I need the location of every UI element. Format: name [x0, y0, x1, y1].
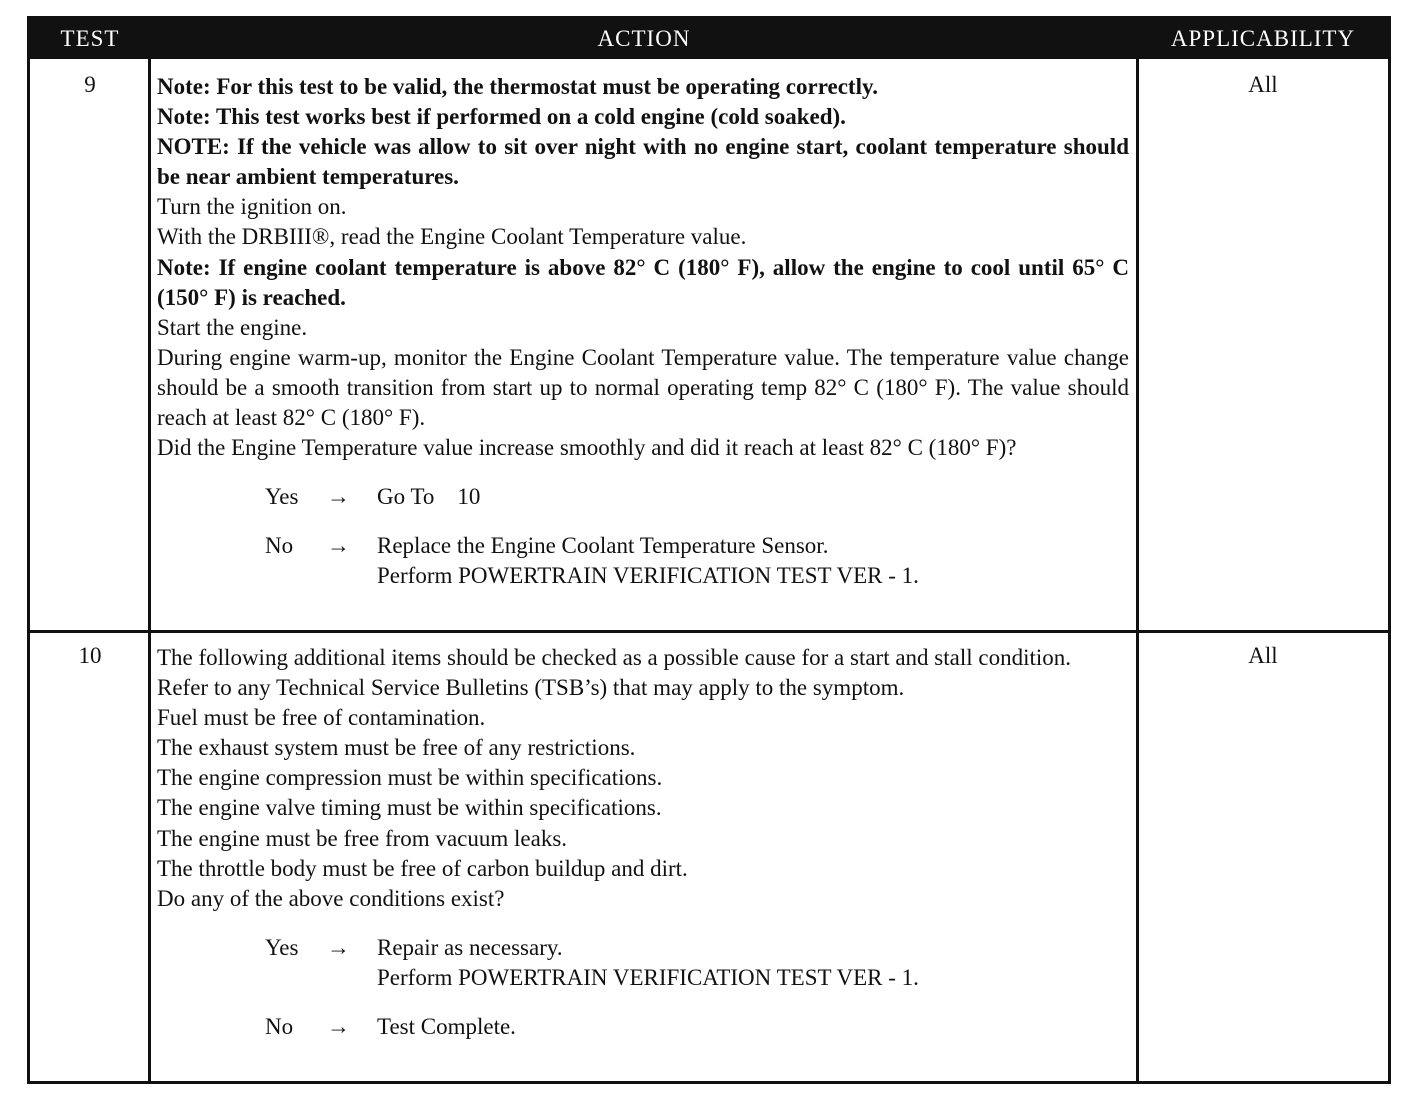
- diagnostic-test-table: [27, 16, 1391, 1084]
- yes-result: Go To 10: [377, 484, 481, 510]
- column-divider: [1136, 59, 1139, 1081]
- yes-label: Yes: [265, 484, 299, 510]
- action-cell-9: [157, 72, 1129, 591]
- no-option-10: [157, 1012, 1129, 1042]
- no-option-9: [157, 531, 1129, 561]
- question-10: Do any of the above conditions exist?: [157, 885, 505, 911]
- header-action: ACTION: [597, 26, 691, 51]
- yes-result: Repair as necessary.: [377, 934, 563, 960]
- check-valve-timing: The engine valve timing must be within specifications.: [157, 795, 662, 821]
- test-number-9: 9: [84, 72, 96, 97]
- note-cool-engine: Note: If engine coolant temperature is above 82° C (180° F), allow the engine to cool until 65° C (150° F) is reached.: [157, 254, 1129, 310]
- check-exhaust: The exhaust system must be free of any restrictions.: [157, 735, 636, 761]
- no-result: Replace the Engine Coolant Temperature Sensor.: [377, 533, 829, 559]
- check-fuel: Fuel must be free of contamination.: [157, 705, 486, 731]
- yes-result-verification: Perform POWERTRAIN VERIFICATION TEST VER - 1.: [377, 964, 919, 990]
- yes-option-10-cont: [157, 963, 1129, 993]
- table-header: [30, 19, 1388, 59]
- question-9: Did the Engine Temperature value increase smoothly and did it reach at least 82° C (180° F)?: [157, 435, 1017, 461]
- yes-option-10: [157, 933, 1129, 963]
- column-divider: [148, 59, 151, 1081]
- check-vacuum-leaks: The engine must be free from vacuum leaks.: [157, 825, 568, 851]
- step-start-engine: Start the engine.: [157, 314, 308, 340]
- note-overnight: NOTE: If the vehicle was allow to sit over night with no engine start, coolant temperature should be near ambient temperatures.: [157, 134, 1129, 190]
- test-number-10: 10: [78, 643, 102, 668]
- check-throttle-body: The throttle body must be free of carbon buildup and dirt.: [157, 855, 688, 881]
- no-label: No: [265, 1013, 294, 1039]
- no-result-verification: Perform POWERTRAIN VERIFICATION TEST VER - 1.: [377, 563, 919, 589]
- step-monitor-warmup: During engine warm-up, monitor the Engine Coolant Temperature value. The temperature value change should be a smooth transition from start up to normal operating temp 82° C (180° F). The value should reach at least 82° C (180° F).: [157, 344, 1129, 431]
- action-cell-10: [157, 643, 1129, 1042]
- note-thermostat: Note: For this test to be valid, the thermostat must be operating correctly.: [157, 74, 878, 99]
- step-additional-items: The following additional items should be checked as a possible cause for a start and stall condition.: [157, 645, 1072, 670]
- no-result: Test Complete.: [377, 1013, 516, 1039]
- arrow-right-icon: →: [327, 533, 350, 559]
- no-option-9-cont: [157, 561, 1129, 591]
- check-compression: The engine compression must be within specifications.: [157, 765, 663, 791]
- applicability-10: All: [1248, 643, 1278, 668]
- step-tsb: Refer to any Technical Service Bulletins (TSB’s) that may apply to the symptom.: [157, 675, 905, 701]
- applicability-9: All: [1248, 72, 1278, 97]
- step-read-ect: With the DRBIII®, read the Engine Coolant Temperature value.: [157, 224, 747, 250]
- arrow-right-icon: →: [327, 1013, 350, 1039]
- step-ignition-on: Turn the ignition on.: [157, 194, 347, 220]
- yes-option-9: [157, 482, 1129, 512]
- arrow-right-icon: →: [327, 934, 350, 960]
- yes-label: Yes: [265, 934, 299, 960]
- note-cold-engine: Note: This test works best if performed on a cold engine (cold soaked).: [157, 104, 846, 130]
- row-divider: [30, 630, 1388, 633]
- arrow-right-icon: →: [327, 484, 350, 510]
- no-label: No: [265, 533, 294, 559]
- header-applicability: APPLICABILITY: [1170, 26, 1356, 51]
- header-test: TEST: [60, 26, 120, 51]
